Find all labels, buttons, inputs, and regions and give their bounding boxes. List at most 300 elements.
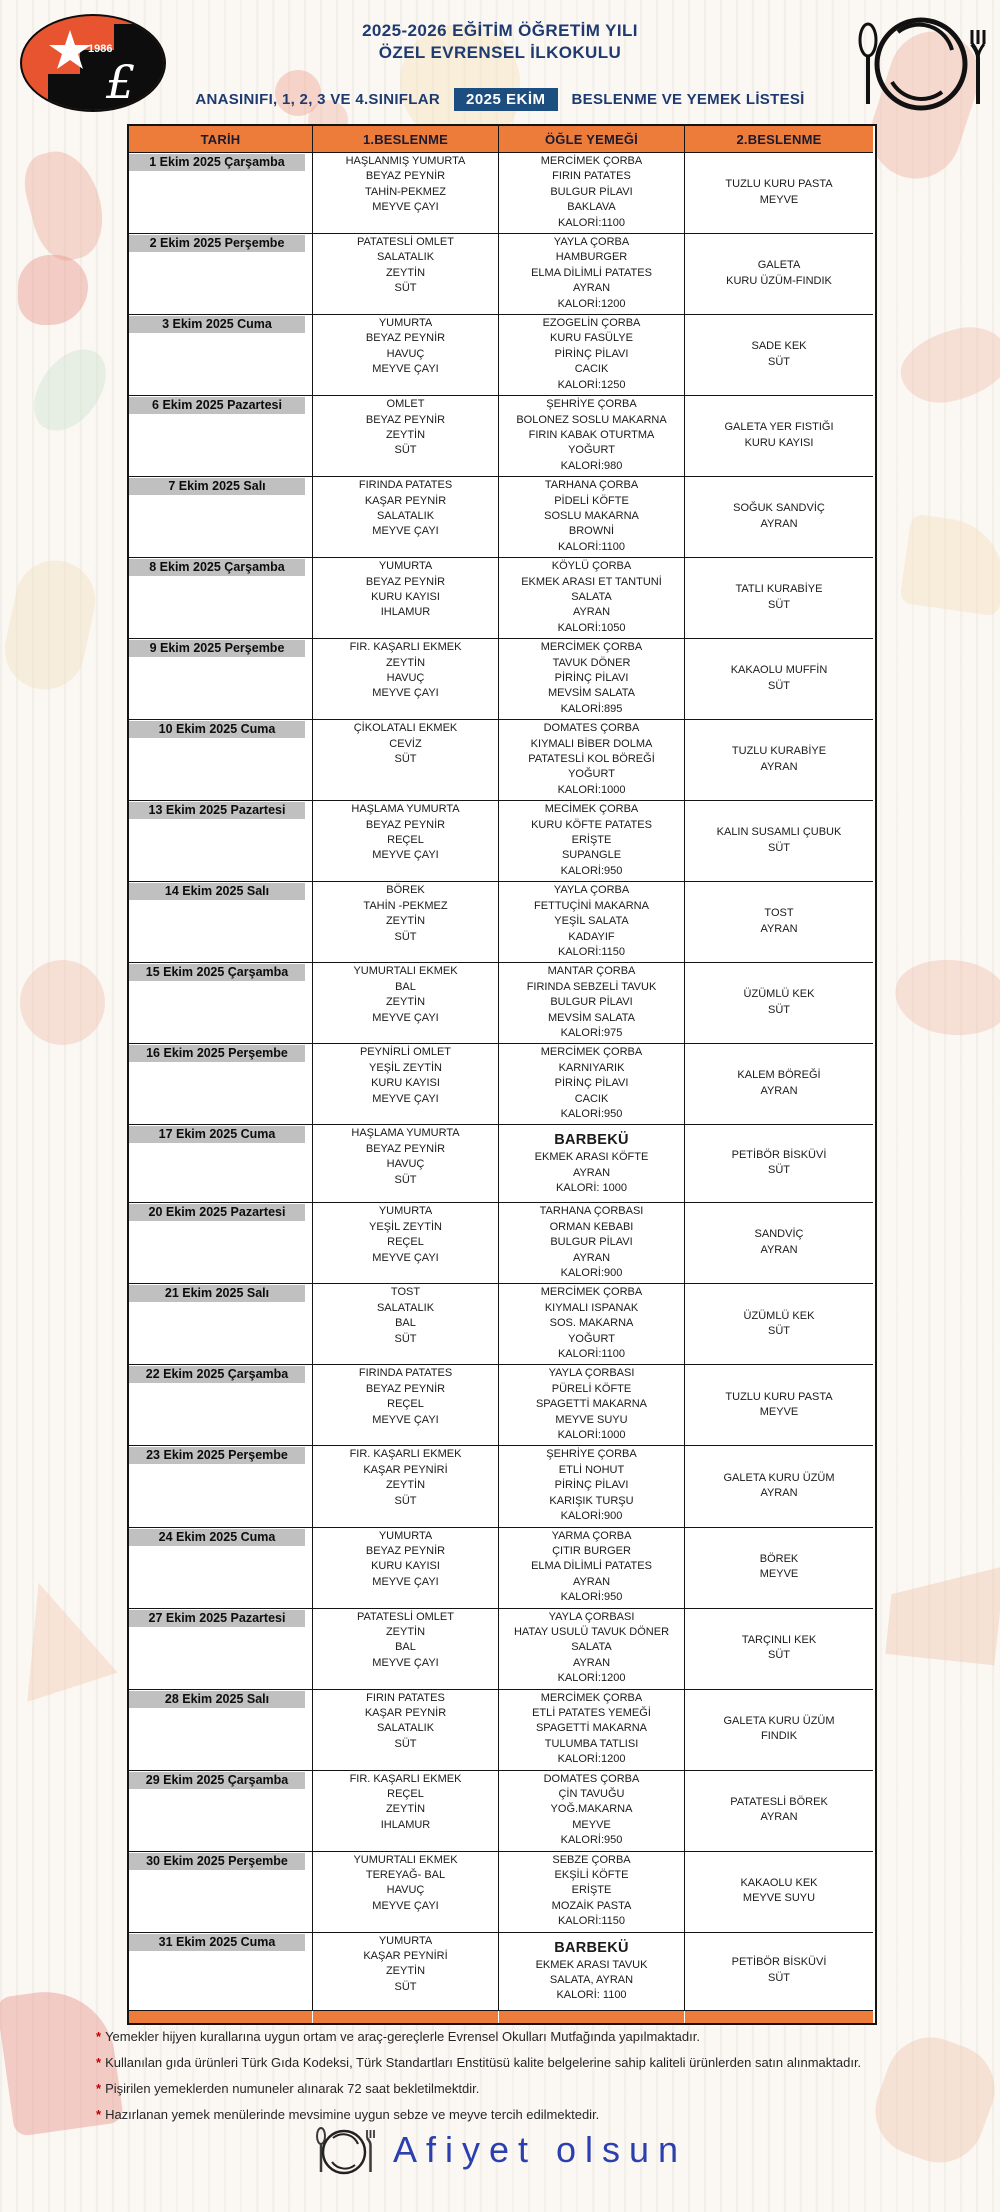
menu-item: PİRİNÇ PİLAVI: [554, 1479, 629, 1492]
menu-item: SÜT: [394, 282, 417, 295]
svg-text:£: £: [106, 55, 136, 109]
menu-item: MEYVE SUYU: [555, 1413, 628, 1426]
menu-item: YOĞ.MAKARNA: [550, 1803, 633, 1816]
menu-item: KURU FASÜLYE: [550, 332, 633, 345]
table-row: [129, 639, 875, 720]
menu-item: KÖYLÜ ÇORBA: [551, 560, 632, 573]
breakfast1-cell: [313, 1933, 499, 2011]
column-header-2: ÖĞLE YEMEĞİ: [499, 126, 685, 153]
menu-item: YUMURTA: [378, 1529, 433, 1542]
lunch-cell: [499, 963, 685, 1044]
menu-item: HAVUÇ: [386, 1158, 425, 1171]
menu-item: PATATESLİ OMLET: [357, 1610, 454, 1623]
footnote-asterisk: *: [96, 2055, 102, 2070]
menu-item: SÜT: [768, 1649, 790, 1662]
breakfast1-cell: [313, 1125, 499, 1203]
menu-item: KALORİ:1250: [557, 378, 626, 391]
menu-item: BARBEKÜ: [554, 1132, 629, 1149]
bon-appetit-text: Afiyet olsun: [392, 2129, 688, 2170]
date-cell: [129, 1609, 313, 1690]
menu-item: ZEYTİN: [385, 428, 426, 441]
menu-item: PİDELİ KÖFTE: [554, 494, 629, 507]
decor-cake: [885, 1555, 1000, 1666]
breakfast2-cell: [685, 1933, 873, 2011]
date-cell: [129, 477, 313, 558]
lunch-cell: [499, 234, 685, 315]
column-header-0: TARİH: [129, 126, 313, 153]
menu-item: YUMURTALI EKMEK: [353, 965, 458, 978]
date-cell: [129, 234, 313, 315]
menu-item: YOĞURT: [568, 768, 615, 781]
menu-item: SOS. MAKARNA: [549, 1317, 634, 1330]
menu-item: MERCİMEK ÇORBA: [540, 1286, 643, 1299]
breakfast2-cell: [685, 1044, 873, 1125]
date-cell: [129, 1771, 313, 1852]
menu-item: AYRAN: [760, 1243, 798, 1256]
menu-item: REÇEL: [387, 1236, 424, 1249]
breakfast2-cell: [685, 1203, 873, 1284]
date-label: 1 Ekim 2025 Çarşamba: [129, 154, 305, 171]
table-row: [129, 1933, 875, 2011]
menu-item: KURU ÜZÜM-FINDIK: [726, 274, 832, 287]
menu-item: MEVSİM SALATA: [547, 687, 635, 700]
date-label: 10 Ekim 2025 Cuma: [129, 721, 305, 738]
decor-tomato: [20, 960, 105, 1045]
menu-item: SPAGETTİ MAKARNA: [535, 1722, 648, 1735]
menu-item: ELMA DİLİMLİ PATATES: [531, 1560, 652, 1573]
footer-bar-cell-0: [129, 2011, 313, 2023]
date-cell: [129, 801, 313, 882]
table-row: [129, 1528, 875, 1609]
menu-item: KAŞAR PEYNİR: [364, 1706, 447, 1719]
table-row: [129, 315, 875, 396]
menu-item: FIRIN KABAK OTURTMA: [528, 428, 655, 441]
breakfast2-cell: [685, 234, 873, 315]
menu-item: SÜT: [394, 753, 417, 766]
menu-item: MEYVE ÇAYI: [372, 1575, 439, 1588]
menu-item: ZEYTİN: [385, 656, 426, 669]
menu-item: EZOGELİN ÇORBA: [542, 317, 641, 330]
list-title: BESLENME VE YEMEK LİSTESİ: [571, 91, 805, 108]
menu-item: KALORİ:950: [560, 1107, 623, 1120]
table-row: [129, 1852, 875, 1933]
decor-pepper: [17, 143, 113, 267]
menu-item: SPAGETTİ MAKARNA: [535, 1398, 648, 1411]
menu-item: SÜT: [768, 1971, 790, 1984]
menu-item: BAL: [395, 1317, 416, 1330]
table-row: [129, 558, 875, 639]
menu-item: BAKLAVA: [567, 201, 616, 214]
lunch-cell: [499, 1933, 685, 2011]
breakfast1-cell: [313, 234, 499, 315]
menu-item: CACIK: [574, 363, 609, 376]
menu-item: KAKAOLU MUFFİN: [730, 664, 828, 677]
date-label: 17 Ekim 2025 Cuma: [129, 1126, 305, 1143]
menu-item: ELMA DİLİMLİ PATATES: [531, 266, 652, 279]
menu-item: BEYAZ PEYNİR: [365, 170, 446, 183]
menu-item: KALORİ:1150: [557, 1915, 626, 1928]
menu-item: HAŞLANMIŞ YUMURTA: [345, 155, 466, 167]
menu-item: MEYVE ÇAYI: [372, 1413, 439, 1426]
menu-item: KALORİ:950: [560, 1591, 623, 1604]
date-cell: [129, 1852, 313, 1933]
menu-item: AYRAN: [760, 922, 798, 935]
date-label: 15 Ekim 2025 Çarşamba: [129, 964, 305, 981]
menu-item: KALORİ:900: [560, 1267, 623, 1279]
breakfast2-cell: [685, 558, 873, 639]
menu-item: SOĞUK SANDVİÇ: [733, 502, 825, 515]
school-name-title: ÖZEL EVRENSEL İLKOKULU: [378, 43, 622, 62]
menu-item: MEYVE ÇAYI: [372, 1092, 439, 1105]
menu-item: PİRİNÇ PİLAVI: [554, 672, 629, 684]
menu-item: AYRAN: [760, 517, 798, 530]
menu-item: KALORİ:1050: [557, 621, 626, 634]
menu-item: ZEYTİN: [385, 996, 426, 1009]
menu-item: ÇİKOLATALI EKMEK: [353, 722, 458, 735]
menu-item: BOLONEZ SOSLU MAKARNA: [516, 413, 667, 426]
table-header-row: [129, 126, 875, 153]
menu-item: TOST: [390, 1286, 421, 1299]
menu-item: AYRAN: [760, 1811, 798, 1824]
breakfast1-cell: [313, 558, 499, 639]
menu-item: KALORİ:900: [560, 1510, 623, 1523]
date-cell: [129, 1284, 313, 1365]
menu-item: MEYVE SUYU: [742, 1892, 816, 1905]
menu-item: YOĞURT: [568, 1332, 615, 1345]
table-row: [129, 1125, 875, 1203]
lunch-cell: [499, 1528, 685, 1609]
menu-item: PİRİNÇ PİLAVI: [554, 347, 629, 360]
subtitle-row: [120, 88, 880, 111]
date-cell: [129, 882, 313, 963]
lunch-cell: [499, 1365, 685, 1446]
menu-item: FIR. KAŞARLI EKMEK: [349, 1772, 462, 1785]
menu-item: HAVUÇ: [386, 672, 425, 684]
menu-item: MEYVE ÇAYI: [372, 849, 439, 862]
table-row: [129, 1203, 875, 1284]
menu-item: AYRAN: [572, 606, 611, 619]
decor-cheese: [899, 513, 1000, 616]
menu-item: SALATALIK: [376, 1301, 435, 1314]
menu-item: EKMEK ARASI KÖFTE: [534, 1151, 649, 1164]
decor-bread: [0, 553, 103, 697]
menu-item: ZEYTİN: [385, 1965, 426, 1978]
menu-item: TOST: [764, 907, 794, 920]
breakfast2-cell: [685, 153, 873, 234]
menu-item: TAVUK DÖNER: [552, 656, 631, 669]
menu-item: MEYVE ÇAYI: [372, 1656, 439, 1669]
menu-item: YAYLA ÇORBA: [553, 236, 630, 249]
menu-item: ZEYTİN: [385, 1803, 426, 1816]
menu-item: MEYVE: [759, 1568, 799, 1581]
menu-item: KALORİ: 1100: [556, 1989, 627, 2002]
menu-item: TULUMBA TATLISI: [544, 1737, 639, 1750]
footer-bar-cell-1: [313, 2011, 499, 2023]
breakfast1-cell: [313, 1284, 499, 1365]
menu-item: ZEYTİN: [385, 915, 426, 928]
breakfast1-cell: [313, 315, 499, 396]
decor-leaf: [24, 337, 116, 444]
breakfast1-cell: [313, 1365, 499, 1446]
menu-item: KALORİ:895: [560, 702, 623, 715]
menu-item: AYRAN: [572, 1166, 611, 1179]
cutlery-icon: [313, 2122, 377, 2178]
menu-item: GALETA KURU ÜZÜM: [723, 1471, 835, 1484]
menu-item: AYRAN: [760, 1486, 798, 1499]
menu-item: GALETA KURU ÜZÜM: [723, 1714, 835, 1727]
menu-item: SÜT: [768, 1164, 790, 1177]
menu-item: SÜT: [768, 355, 790, 368]
footnote-1: * Yemekler hijyen kurallarına uygun ortam ve araç-gereçlerle Evrensel Okulları Mutfağında yapılmaktadır.: [96, 2029, 700, 2044]
menu-item: SADE KEK: [751, 340, 807, 353]
footnote-asterisk: *: [96, 2107, 102, 2122]
date-cell: [129, 396, 313, 477]
breakfast1-cell: [313, 396, 499, 477]
menu-item: ÇİN TAVUĞU: [558, 1788, 625, 1800]
date-cell: [129, 153, 313, 234]
menu-item: FIR. KAŞARLI EKMEK: [349, 641, 462, 654]
menu-item: SALATALIK: [376, 1722, 435, 1735]
breakfast1-cell: [313, 963, 499, 1044]
menu-item: FIRINDA PATATES: [358, 1367, 453, 1380]
menu-item: KALORİ: 1000: [556, 1182, 627, 1195]
menu-item: ORMAN KEBABI: [549, 1220, 634, 1233]
date-label: 20 Ekim 2025 Pazartesi: [129, 1204, 305, 1221]
menu-item: HAVUÇ: [386, 1884, 425, 1897]
menu-item: HATAY USULÜ TAVUK DÖNER: [513, 1625, 670, 1638]
breakfast2-cell: [685, 801, 873, 882]
breakfast2-cell: [685, 1125, 873, 1203]
breakfast1-cell: [313, 1446, 499, 1527]
menu-item: REÇEL: [387, 1788, 424, 1800]
breakfast1-cell: [313, 639, 499, 720]
menu-item: MEYVE ÇAYI: [372, 525, 439, 538]
menu-item: PETİBÖR BİSKÜVİ: [731, 1956, 827, 1969]
menu-item: TAHİN -PEKMEZ: [363, 899, 448, 912]
table-footer-bar: [129, 2011, 875, 2023]
menu-item: SÜT: [394, 1332, 417, 1345]
lunch-cell: [499, 1609, 685, 1690]
menu-item: ETLİ PATATES YEMEĞİ: [532, 1706, 651, 1719]
menu-item: SÜT: [394, 1173, 417, 1186]
date-label: 29 Ekim 2025 Çarşamba: [129, 1772, 305, 1789]
menu-item: SOSLU MAKARNA: [544, 509, 639, 522]
menu-item: FIR. KAŞARLI EKMEK: [349, 1448, 462, 1461]
menu-item: KALORİ:975: [560, 1026, 623, 1039]
breakfast1-cell: [313, 882, 499, 963]
breakfast2-cell: [685, 1609, 873, 1690]
menu-item: KALORİ:1000: [557, 783, 626, 796]
breakfast2-cell: [685, 1690, 873, 1771]
breakfast2-cell: [685, 882, 873, 963]
date-label: 16 Ekim 2025 Perşembe: [129, 1045, 305, 1062]
menu-item: HAVUÇ: [386, 347, 425, 360]
menu-item: MEYVE ÇAYI: [372, 1251, 439, 1264]
decor-fish-2: [889, 951, 1000, 1045]
footer-bar-cell-3: [685, 2011, 873, 2023]
date-cell: [129, 1365, 313, 1446]
menu-item: AYRAN: [760, 760, 798, 773]
column-header-1: 1.BESLENME: [313, 126, 499, 153]
date-label: 22 Ekim 2025 Çarşamba: [129, 1366, 305, 1383]
lunch-cell: [499, 720, 685, 801]
menu-item: TATLI KURABİYE: [735, 583, 823, 596]
menu-item: MANTAR ÇORBA: [547, 965, 636, 978]
menu-item: BULGUR PİLAVI: [550, 1236, 633, 1249]
lunch-cell: [499, 315, 685, 396]
menu-item: BEYAZ PEYNİR: [365, 818, 446, 831]
breakfast2-cell: [685, 720, 873, 801]
menu-item: ZEYTİN: [385, 1479, 426, 1492]
breakfast1-cell: [313, 1852, 499, 1933]
lunch-cell: [499, 1044, 685, 1125]
breakfast1-cell: [313, 1690, 499, 1771]
footnote-asterisk: *: [96, 2081, 102, 2096]
menu-item: SÜT: [394, 930, 417, 943]
menu-item: KURU KAYISI: [371, 590, 440, 603]
lunch-cell: [499, 1771, 685, 1852]
menu-item: BAL: [395, 980, 416, 993]
date-cell: [129, 1690, 313, 1771]
menu-item: MEYVE ÇAYI: [372, 201, 439, 214]
menu-item: YARMA ÇORBA: [551, 1529, 632, 1542]
menu-item: YAYLA ÇORBA: [553, 884, 630, 897]
menu-item: BULGUR PİLAVI: [550, 185, 633, 198]
date-cell: [129, 558, 313, 639]
table-row: [129, 477, 875, 558]
date-label: 7 Ekim 2025 Salı: [129, 478, 305, 495]
menu-item: YUMURTA: [378, 1934, 433, 1947]
menu-item: MERCİMEK ÇORBA: [540, 641, 643, 654]
menu-item: PEYNİRLİ OMLET: [359, 1046, 452, 1059]
menu-item: FIRIN PATATES: [366, 1691, 445, 1704]
menu-item: MEVSİM SALATA: [547, 1011, 635, 1024]
breakfast1-cell: [313, 1203, 499, 1284]
date-label: 3 Ekim 2025 Cuma: [129, 316, 305, 333]
date-label: 21 Ekim 2025 Salı: [129, 1285, 305, 1302]
lunch-cell: [499, 1125, 685, 1203]
menu-item: MEYVE: [759, 1405, 799, 1418]
menu-item: BEYAZ PEYNİR: [365, 1544, 446, 1557]
menu-item: MEYVE ÇAYI: [372, 687, 439, 700]
menu-item: SANDVİÇ: [754, 1228, 804, 1241]
lunch-cell: [499, 1446, 685, 1527]
menu-item: SALATA, AYRAN: [549, 1974, 634, 1987]
decor-fish: [894, 319, 1000, 410]
date-label: 31 Ekim 2025 Cuma: [129, 1934, 305, 1951]
menu-item: ETLİ NOHUT: [558, 1463, 625, 1476]
menu-item: YUMURTA: [378, 560, 433, 573]
menu-item: SÜT: [768, 841, 790, 854]
date-cell: [129, 1044, 313, 1125]
menu-item: GALETA YER FISTIĞI: [724, 421, 834, 434]
table-row: [129, 882, 875, 963]
menu-item: MEYVE ÇAYI: [372, 363, 439, 376]
menu-item: YEŞİL ZEYTİN: [369, 1220, 442, 1233]
menu-item: BEYAZ PEYNİR: [365, 413, 446, 426]
menu-item: YEŞİL ZEYTİN: [369, 1061, 442, 1074]
menu-item: PÜRELİ KÖFTE: [551, 1382, 632, 1395]
menu-item: REÇEL: [387, 834, 424, 847]
date-label: 9 Ekim 2025 Perşembe: [129, 640, 305, 657]
table-row: [129, 1771, 875, 1852]
menu-item: KALORİ:1100: [557, 216, 626, 229]
menu-item: MERCİMEK ÇORBA: [540, 1046, 643, 1059]
lunch-cell: [499, 639, 685, 720]
menu-item: KALEM BÖREĞİ: [737, 1069, 821, 1082]
date-cell: [129, 1203, 313, 1284]
footnote-asterisk: *: [96, 2029, 102, 2044]
lunch-cell: [499, 396, 685, 477]
date-cell: [129, 1933, 313, 2011]
breakfast1-cell: [313, 1528, 499, 1609]
lunch-cell: [499, 1852, 685, 1933]
menu-item: BEYAZ PEYNİR: [365, 575, 446, 588]
menu-item: KALORİ:950: [560, 864, 623, 877]
date-cell: [129, 1125, 313, 1203]
breakfast2-cell: [685, 1528, 873, 1609]
table-row: [129, 234, 875, 315]
lunch-cell: [499, 1284, 685, 1365]
menu-item: MEYVE ÇAYI: [372, 1899, 439, 1912]
menu-item: DOMATES ÇORBA: [543, 722, 640, 735]
menu-item: KALIN SUSAMLI ÇUBUK: [716, 826, 842, 839]
menu-item: YOĞURT: [568, 444, 615, 457]
menu-item: KALORİ:950: [560, 1834, 623, 1847]
lunch-cell: [499, 801, 685, 882]
breakfast1-cell: [313, 1044, 499, 1125]
menu-item: KIYMALI ISPANAK: [544, 1301, 639, 1314]
date-cell: [129, 315, 313, 396]
breakfast2-cell: [685, 396, 873, 477]
menu-item: KURU KÖFTE PATATES: [531, 818, 652, 831]
lunch-cell: [499, 477, 685, 558]
menu-item: YUMURTA: [378, 1205, 433, 1218]
page-header: [0, 0, 1000, 125]
footnotes-section: [96, 2022, 912, 2129]
menu-item: KARNIYARIK: [558, 1061, 625, 1074]
menu-item: BEYAZ PEYNİR: [365, 332, 446, 345]
date-label: 23 Ekim 2025 Perşembe: [129, 1447, 305, 1464]
breakfast1-cell: [313, 801, 499, 882]
menu-item: BÖREK: [386, 884, 425, 897]
date-label: 27 Ekim 2025 Pazartesi: [129, 1610, 305, 1627]
menu-item: KALORİ:980: [560, 459, 623, 472]
menu-item: BROWNİ: [568, 525, 615, 538]
decor-pizza: [0, 1568, 118, 1702]
menu-item: TUZLU KURU PASTA: [725, 1390, 833, 1403]
breakfast2-cell: [685, 477, 873, 558]
breakfast2-cell: [685, 639, 873, 720]
menu-item: SÜT: [394, 1980, 417, 1993]
menu-item: YEŞİL SALATA: [554, 915, 629, 928]
menu-item: DOMATES ÇORBA: [543, 1772, 640, 1785]
menu-item: AYRAN: [572, 282, 611, 295]
menu-item: IHLAMUR: [380, 606, 431, 619]
menu-item: MOZAİK PASTA: [551, 1899, 632, 1912]
menu-item: FIRIN PATATES: [552, 170, 631, 183]
menu-item: KALORİ:1200: [557, 1753, 626, 1766]
menu-item: SALATA: [571, 590, 612, 603]
menu-item: PATATESLİ BÖREK: [730, 1795, 828, 1808]
menu-item: YUMURTA: [378, 317, 433, 330]
menu-item: FIRINDA PATATES: [358, 479, 453, 492]
menu-item: AYRAN: [572, 1656, 611, 1669]
breakfast1-cell: [313, 1771, 499, 1852]
table-row: [129, 1690, 875, 1771]
menu-item: BARBEKÜ: [554, 1939, 629, 1956]
month-badge: 2025 EKİM: [454, 88, 558, 111]
